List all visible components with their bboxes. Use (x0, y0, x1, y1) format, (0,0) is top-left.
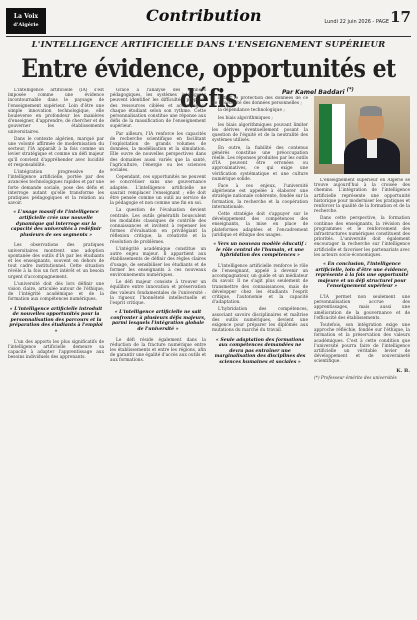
author-footnote: (*) Professeur émérite des universités (314, 375, 397, 381)
section-title: Contribution (146, 6, 262, 25)
paragraph: L'hybridation des compétences, associant savoirs disciplinaires et maîtrise des outils numériques, devient une exigence pour préparer les diplômés aux mutations du marché du travail. (212, 307, 308, 334)
article-kicker: L'INTELLIGENCE ARTIFICIELLE DANS L'ENSEIGNEMENT SUPÉRIEUR (31, 40, 386, 50)
paragraph: les biais algorithmiques ; (218, 115, 273, 121)
pull-quote: « L'intelligence artificielle ne sait confronter à plusieurs défis majeurs, parmi lesquels l'intégration globale de l'université » (110, 310, 206, 332)
paragraph: L'un des apports les plus significatifs de l'intelligence artificielle demeure sa capacité à adapter l'apprentissage aux besoins individuels des apprenants. (8, 339, 104, 361)
column-3 (212, 96, 308, 613)
column-4 (314, 178, 410, 613)
paragraph: Dans le contexte algérien, marqué par une volonté affirmée de modernisation du secteur, l'IA apparaît à la fois comme un levier stratégique et comme un défi majeur qu'il convient d'appréhender avec lucidité et responsabilité. (8, 136, 104, 168)
paragraph: Par ailleurs, l'IA renforce les capacités de recherche scientifique en facilitant l'exploitation de grands volumes de données, la modélisation et la simulation. Elle ouvre de nouvelles perspectives dans des domaines aussi variés que la santé, l'agriculture, l'énergie ou les sciences sociales. (110, 131, 206, 174)
pull-quote: « En conclusion, l'intelligence artificielle, loin d'être une évidence, représente à la fois une opportunité majeure et un défi structurel pour l'enseignement supérieur » (315, 262, 409, 290)
header-divider (6, 36, 411, 37)
column-1 (8, 88, 104, 613)
paragraph: L'IA permet non seulement une personnalisation accrue des apprentissages, mais aussi une amélioration de la gouvernance et de l'efficacité des établissements. (314, 295, 410, 321)
author-photo (314, 96, 410, 174)
column-2 (110, 88, 206, 613)
paragraph: Cependant, ces opportunités ne peuvent se concrétiser sans une gouvernance adaptée. L'intelligence artificielle ne saurait remplacer l'enseignant ; elle doit être pensée comme un outil au service de la pédagogie et non comme une fin en soi. (110, 175, 206, 207)
paragraph: Le défi majeur consiste à trouver un équilibre entre innovation et préservation des valeurs fondamentales de l'université : la rigueur, l'honnêteté intellectuelle et l'esprit critique. (110, 280, 206, 306)
paragraph: Les observations des pratiques universitaires montrent une adoption spontanée des outils d'IA par les étudiants et les enseignants, souvent en dehors de tout cadre institutionnel. Cette situation révèle à la fois un fort intérêt et un besoin urgent d'accompagnement. (8, 243, 104, 280)
paragraph: Dans cette perspective, la formation continue des enseignants, la révision des programmes et le renforcement des infrastructures numériques constituent des priorités. L'université doit également encourager la recherche sur l'intelligence artificielle et favoriser les partenariats avec les acteurs socio-économiques. (314, 216, 410, 258)
paragraph: les biais algorithmiques pouvant limiter les dérives éventuellement posant la question de l'équité et de la neutralité des systèmes utilisés. (212, 122, 308, 144)
paragraph: Face à ces enjeux, l'université algérienne est appelée à élaborer une stratégie nationale cohérente, fondée sur la formation, la recherche et la coopération internationale. (212, 184, 308, 210)
paragraph: Toutefois, son intégration exige une approche réfléchie, fondée sur l'éthique, la formation et la préservation des valeurs académiques. C'est à cette condition que l'université pourra faire de l'intelligence artificielle un véritable levier de développement et de souveraineté scientifique. (314, 323, 410, 365)
photo-hair (360, 106, 382, 116)
paragraph: Grâce à l'analyse des données pédagogiques, les systèmes intelligents peuvent identifier les difficultés, proposer des ressources ciblées et accompagner chaque étudiant selon son rythme. Cette personnalisation constitue une réponse aux défis de la massification de l'enseignement supérieur. (110, 88, 206, 130)
paragraph: L'intégration progressive de l'intelligence artificielle, portée par des avancées technologiques rapides et par une forte demande sociale, pose des défis et interroge autant qu'elle transforme les pratiques pédagogiques et la relation au savoir. (8, 170, 104, 207)
paragraph: la dépendance technologique ; (218, 108, 285, 114)
issue-date: Lundi 22 juin 2026 - PAGE (324, 19, 389, 25)
pull-quote: « Vers un nouveau modèle éducatif : le rôle central de l'humain, et une hybridation des compétences » (213, 242, 307, 259)
paragraph: L'intégrité académique constitue un autre enjeu majeur. Il appartient aux établissements de définir des règles claires d'usage, de sensibiliser les étudiants et de former les enseignants à ces nouveaux environnements numériques. (110, 246, 206, 278)
newspaper-logo[interactable] (6, 8, 46, 34)
author-initials: K. B. (396, 367, 410, 374)
paragraph: La question de l'évaluation devient centrale. Les outils génératifs bousculent les modalités classiques de contrôle des connaissances et invitent à repenser les formes d'évaluation en privilégiant la réflexion critique, la créativité et la résolution de problèmes. (110, 208, 206, 245)
paragraph: L'enseignement supérieur en Algérie se trouve aujourd'hui à la croisée des chemins. L'intégration de l'intelligence artificielle représente une opportunité historique pour moderniser les pratiques et renforcer la qualité de la formation et de la recherche. (314, 178, 410, 215)
paragraph: L'intelligence artificielle renforce le rôle de l'enseignant, appelé à devenir un accompagnateur, un guide et un médiateur du savoir. Il ne s'agit plus seulement de transmettre des connaissances, mais de développer chez les étudiants l'esprit critique, l'autonomie et la capacité d'adaptation. (212, 263, 308, 306)
byline-text: Par Kamel Baddari (282, 89, 345, 96)
paragraph: Il faut le protection des données de ce de la sécurité des données personnelles ; (212, 96, 308, 107)
pull-quote: « Seule adaptation des formations aux compétences demandées ne devra pas entraîner une marginalisation des disciplines des sciences humaines et sociales » (214, 337, 306, 365)
pull-quote: « L'usage massif de l'intelligence artificielle crée une nouvelle dynamique qui interroge sur la capacité des universités à redéfinir plusieurs de ses segments » (10, 210, 102, 238)
article-title: Entre évidence, opportunités et défis (21, 54, 396, 114)
logo-line2: d'Algérie (13, 22, 39, 28)
paragraph: Cette stratégie doit s'appuyer sur le développement des compétences des enseignants, la mise en place de plateformes adaptées et l'encadrement juridique et éthique des usages. (212, 212, 308, 238)
byline-note-marker: (*) (346, 87, 354, 93)
photo-shirt (367, 138, 377, 158)
paragraph: L'université doit dès lors définir une vision claire, articulée autour de l'éthique, de l'intégrité académique et de la formation aux compétences numériques. (8, 281, 104, 303)
page-number: 17 (390, 8, 411, 26)
logo-line1: La Voix (13, 13, 39, 20)
paragraph: En outre, la fiabilité des contenus générés constitue une préoccupation réelle. Les réponses produites par les outils d'IA peuvent être erronées ou approximatives, ce qui exige une vérification systématique et une culture numérique solide. (212, 145, 308, 182)
flag-icon (319, 104, 345, 164)
page-header (6, 6, 411, 36)
pull-quote: « L'intelligence artificielle introduit de nouvelles opportunités pour la personnalisation des parcours et la préparation des étudiants à l'emploi » (9, 306, 103, 335)
paragraph: Le défi réside également dans la réduction de la fracture numérique entre les établissements et entre les régions, afin de garantir une égalité d'accès aux outils et aux formations. (110, 337, 206, 364)
paragraph: L'intelligence artificielle (IA) s'est imposée comme une évidence incontournable dans le paysage de l'enseignement supérieur. Loin d'être une simple innovation technologique, elle bouleverse en profondeur les manières d'enseigner, d'apprendre, de chercher et de gouverner les établissements universitaires. (8, 88, 104, 135)
